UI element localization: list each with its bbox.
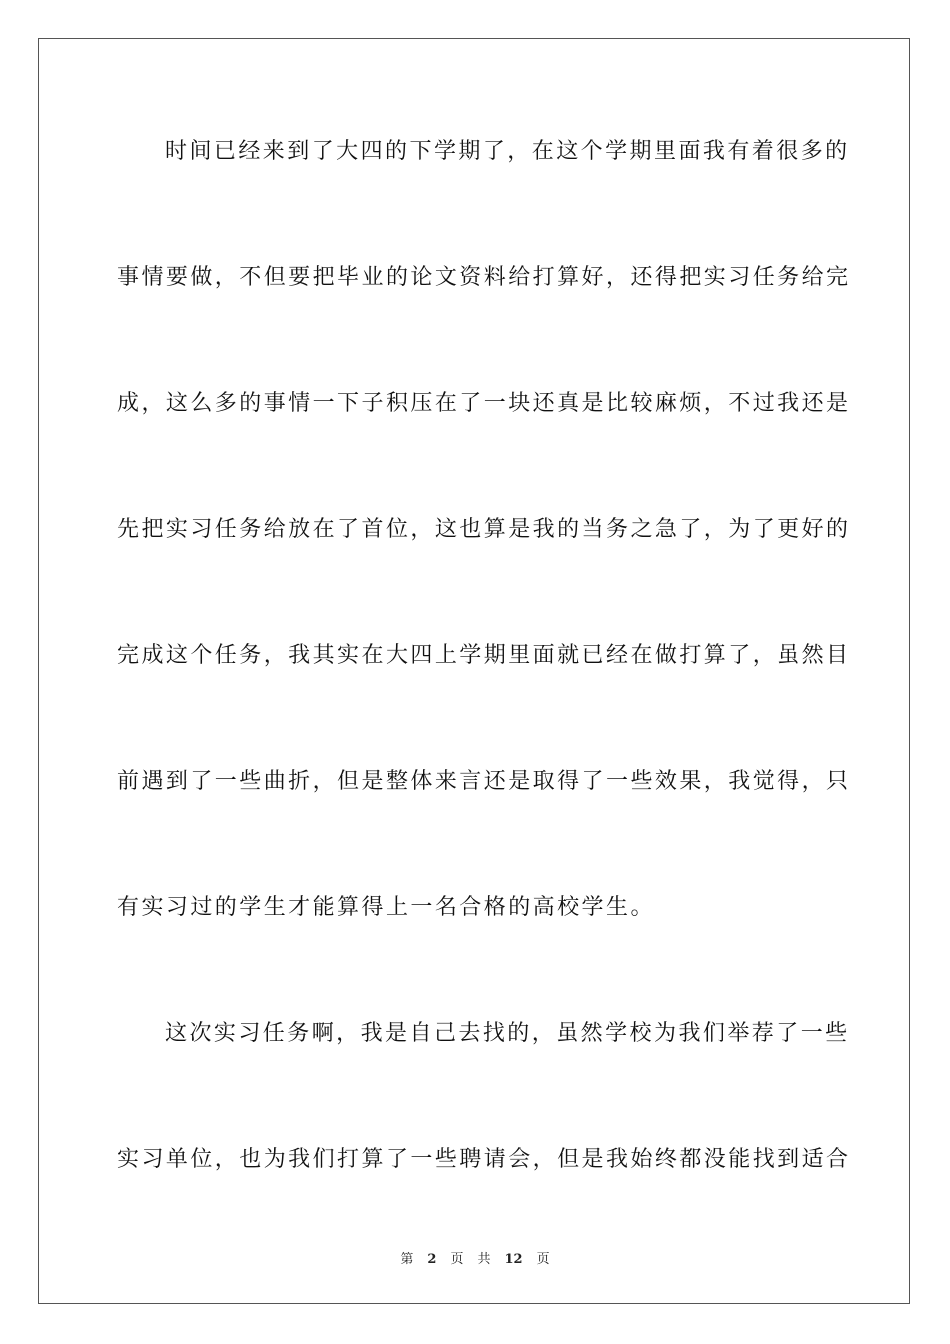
paragraph-2-line-1: 这次实习任务啊，我是自己去找的，虽然学校为我们举荐了一些 bbox=[165, 1021, 850, 1046]
total-suffix: 页 bbox=[536, 1252, 550, 1267]
paragraph-1-line-7: 有实习过的学生才能算得上一名合格的高校学生。 bbox=[117, 895, 655, 920]
page-total-number: 12 bbox=[504, 1252, 523, 1267]
paragraph-1-line-5: 完成这个任务，我其实在大四上学期里面就已经在做打算了，虽然目 bbox=[117, 643, 851, 668]
paragraph-1-line-6: 前遇到了一些曲折，但是整体来言还是取得了一些效果，我觉得，只 bbox=[117, 769, 851, 794]
paragraph-2-line-2: 实习单位，也为我们打算了一些聘请会，但是我始终都没能找到适合 bbox=[117, 1147, 851, 1172]
paragraph-1-line-1: 时间已经来到了大四的下学期了，在这个学期里面我有着很多的 bbox=[165, 139, 850, 164]
page-prefix: 第 bbox=[400, 1252, 414, 1267]
paragraph-1-line-4: 先把实习任务给放在了首位，这也算是我的当务之急了，为了更好的 bbox=[117, 517, 851, 542]
current-page-indicator bbox=[400, 1252, 463, 1267]
page-current-number: 2 bbox=[427, 1252, 437, 1267]
paragraph-1-line-3: 成，这么多的事情一下子积压在了一块还真是比较麻烦，不过我还是 bbox=[117, 391, 851, 416]
paragraph-1-line-2: 事情要做，不但要把毕业的论文资料给打算好，还得把实习任务给完 bbox=[117, 265, 851, 290]
document-body bbox=[117, 120, 851, 1254]
page-footer bbox=[0, 1248, 950, 1267]
page-suffix: 页 bbox=[450, 1252, 464, 1267]
total-prefix: 共 bbox=[477, 1252, 491, 1267]
total-pages-indicator bbox=[477, 1252, 549, 1267]
